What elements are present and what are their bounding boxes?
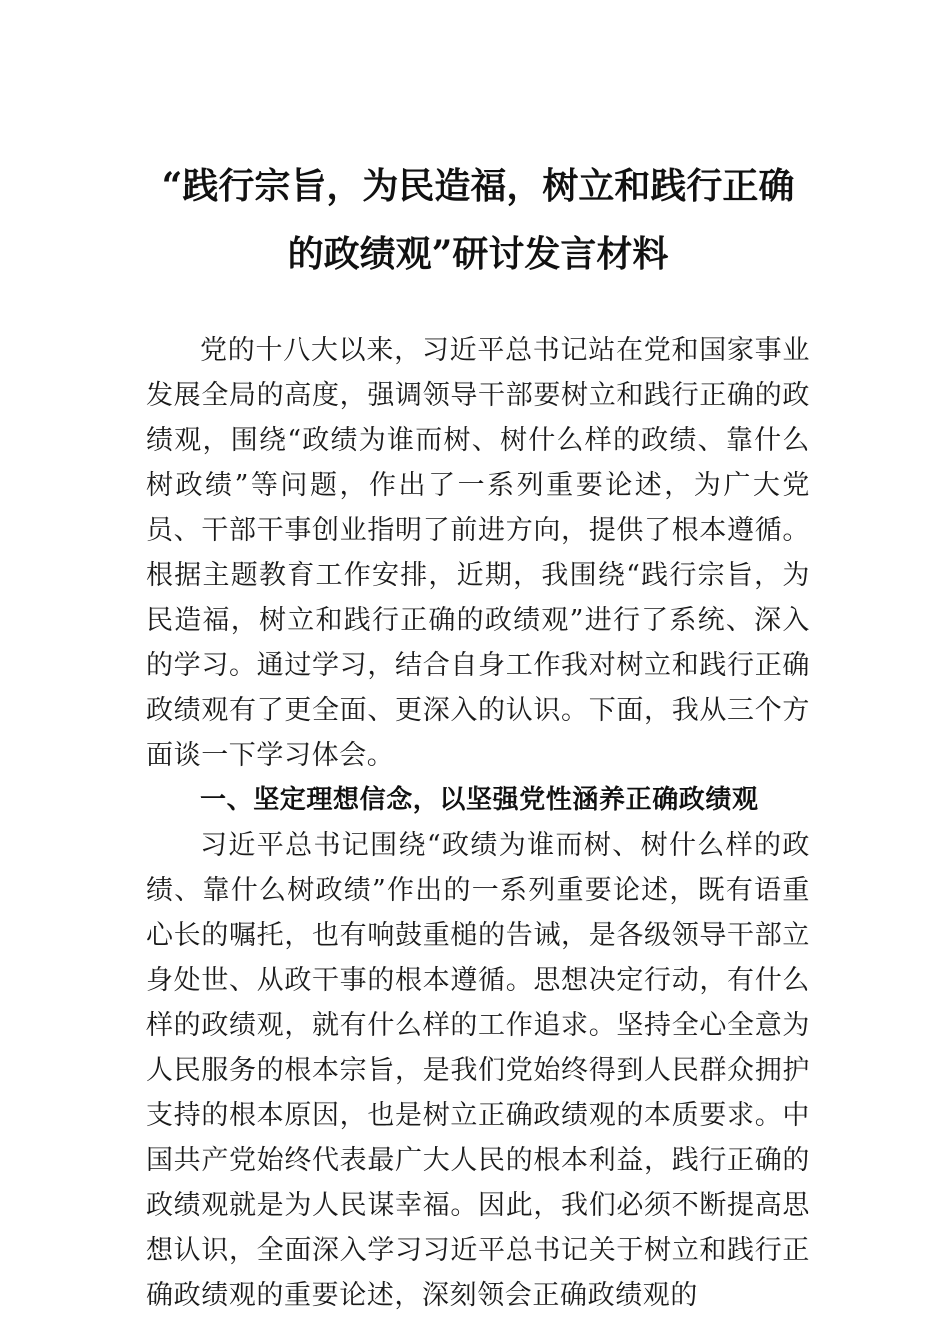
document-title-line-1: “践行宗旨，为民造福，树立和践行正确	[161, 165, 795, 207]
section-heading-1: 一、坚定理想信念，以坚强党性涵养正确政绩观	[200, 785, 759, 815]
document-body	[146, 328, 810, 1318]
document-title-line-2: 的政绩观”研讨发言材料	[287, 233, 669, 275]
section-1-paragraph: 习近平总书记围绕“政绩为谁而树、树什么样的政绩、靠什么树政绩”作出的一系列重要论述，既有语重心长的嘱托，也有响鼓重槌的告诫，是各级领导干部立身处世、从政干事的根本遵循。思想决定行动，有什么样的政绩观，就有什么样的工作追求。坚持全心全意为人民服务的根本宗旨，是我们党始终得到人民群众拥护支持的根本原因，也是树立正确政绩观的本质要求。中国共产党始终代表最广大人民的根本利益，践行正确的政绩观就是为人民谋幸福。因此，我们必须不断提高思想认识，全面深入学习习近平总书记关于树立和践行正确政绩观的重要论述，深刻领会正确政绩观的	[146, 830, 810, 1311]
intro-paragraph: 党的十八大以来，习近平总书记站在党和国家事业发展全局的高度，强调领导干部要树立和践行正确的政绩观，围绕“政绩为谁而树、树什么样的政绩、靠什么树政绩”等问题，作出了一系列重要论述，为广大党员、干部干事创业指明了前进方向，提供了根本遵循。根据主题教育工作安排，近期，我围绕“践行宗旨，为民造福，树立和践行正确的政绩观”进行了系统、深入的学习。通过学习，结合自身工作我对树立和践行正确政绩观有了更全面、更深入的认识。下面，我从三个方面谈一下学习体会。	[146, 335, 810, 771]
